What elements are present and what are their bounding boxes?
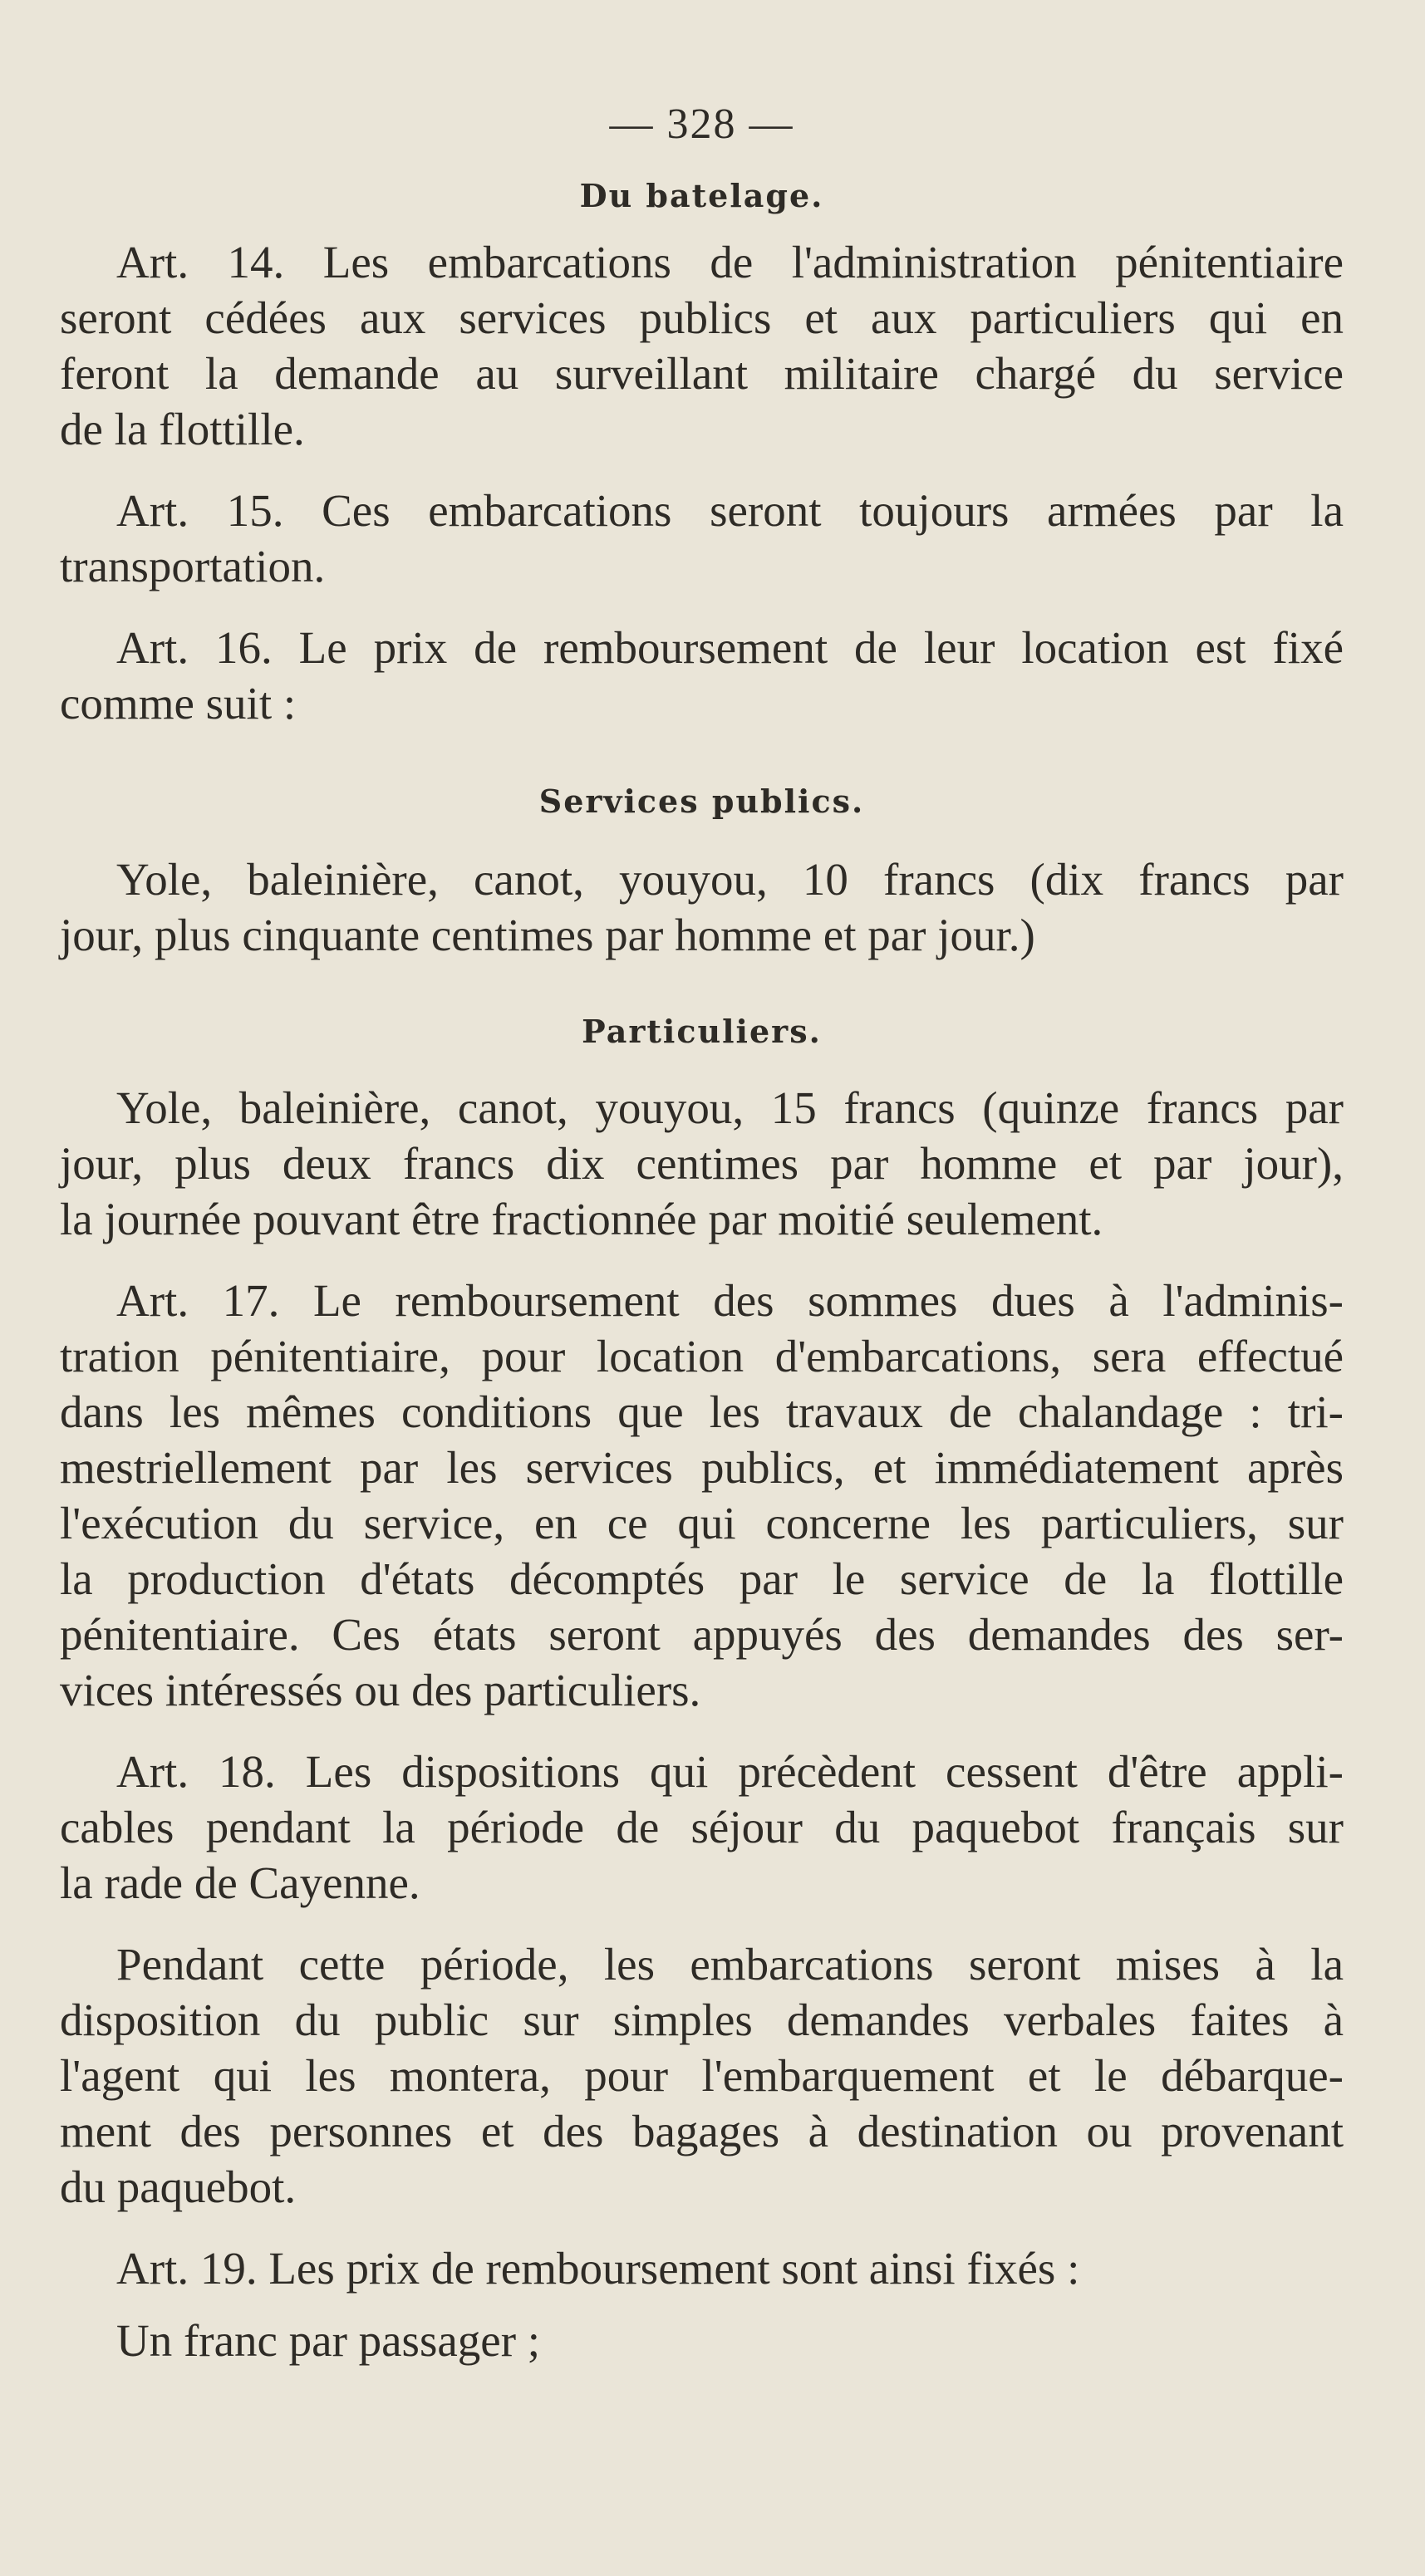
text-line: comme suit : <box>60 678 297 729</box>
document-page <box>60 100 1344 2394</box>
text-line: du paquebot. <box>60 2161 297 2212</box>
text-line: seront cédées aux services publics et aux particuliers qui en <box>60 292 1344 343</box>
text-line: pénitentiaire. Ces états seront appuyés des demandes des ser- <box>60 1609 1344 1660</box>
text-line: Art. 19. Les prix de remboursement sont ainsi fixés : <box>116 2243 1080 2294</box>
text-line: disposition du public sur simples demandes verbales faites à <box>60 1995 1344 2045</box>
article-19 <box>60 2240 1344 2296</box>
text-line: transportation. <box>60 541 326 591</box>
pendant-paragraph <box>60 1936 1344 2215</box>
text-line: dans les mêmes conditions que les travaux de chalandage : tri- <box>60 1386 1344 1437</box>
text-line: jour, plus deux francs dix centimes par homme et par jour), <box>60 1138 1344 1189</box>
article-17 <box>60 1273 1344 1718</box>
text-line: la production d'états décomptés par le service de la flottille <box>60 1553 1344 1604</box>
text-line: feront la demande au surveillant militaire chargé du service <box>60 348 1344 399</box>
text-line: Art. 17. Le remboursement des sommes dues à l'adminis- <box>116 1275 1344 1326</box>
text-line: de la flottille. <box>60 404 305 454</box>
text-line: Art. 15. Ces embarcations seront toujours armées par la <box>116 485 1344 536</box>
services-publics-text <box>60 851 1344 963</box>
particuliers-text <box>60 1080 1344 1247</box>
text-line: la rade de Cayenne. <box>60 1857 420 1908</box>
text-line: Art. 14. Les embarcations de l'administration pénitentiaire <box>116 237 1344 287</box>
text-line: l'agent qui les montera, pour l'embarquement et le débarque- <box>60 2050 1344 2101</box>
section-heading-batelage: Du batelage. <box>579 177 824 214</box>
text-line: Pendant cette période, les embarcations seront mises à la <box>116 1939 1344 1990</box>
text-line: ment des personnes et des bagages à destination ou provenant <box>60 2106 1344 2156</box>
text-line: la journée pouvant être fractionnée par moitié seulement. <box>60 1194 1103 1244</box>
section-heading-particuliers: Particuliers. <box>582 1013 822 1050</box>
text-line: Art. 18. Les dispositions qui précèdent cessent d'être appli- <box>116 1746 1344 1797</box>
article-18 <box>60 1744 1344 1911</box>
text-line: Un franc par passager ; <box>116 2315 541 2366</box>
text-line: tration pénitentiaire, pour location d'embarcations, sera effectué <box>60 1331 1344 1381</box>
un-franc-line <box>60 2313 1344 2368</box>
text-line: cables pendant la période de séjour du paquebot français sur <box>60 1802 1344 1852</box>
article-15 <box>60 483 1344 594</box>
article-14 <box>60 234 1344 457</box>
text-line: Yole, baleinière, canot, youyou, 10 francs (dix francs par <box>116 854 1344 905</box>
text-line: jour, plus cinquante centimes par homme et par jour.) <box>60 910 1035 960</box>
section-heading-services-publics: Services publics. <box>538 783 865 820</box>
text-line: Yole, baleinière, canot, youyou, 15 francs (quinze francs par <box>116 1082 1344 1133</box>
text-line: mestriellement par les services publics, et immédiatement après <box>60 1442 1344 1493</box>
article-16 <box>60 620 1344 731</box>
text-line: Art. 16. Le prix de remboursement de leur location est fixé <box>116 622 1344 673</box>
page-number: — 328 — <box>609 101 794 148</box>
text-line: vices intéressés ou des particuliers. <box>60 1665 701 1715</box>
text-line: l'exécution du service, en ce qui concerne les particuliers, sur <box>60 1498 1344 1548</box>
